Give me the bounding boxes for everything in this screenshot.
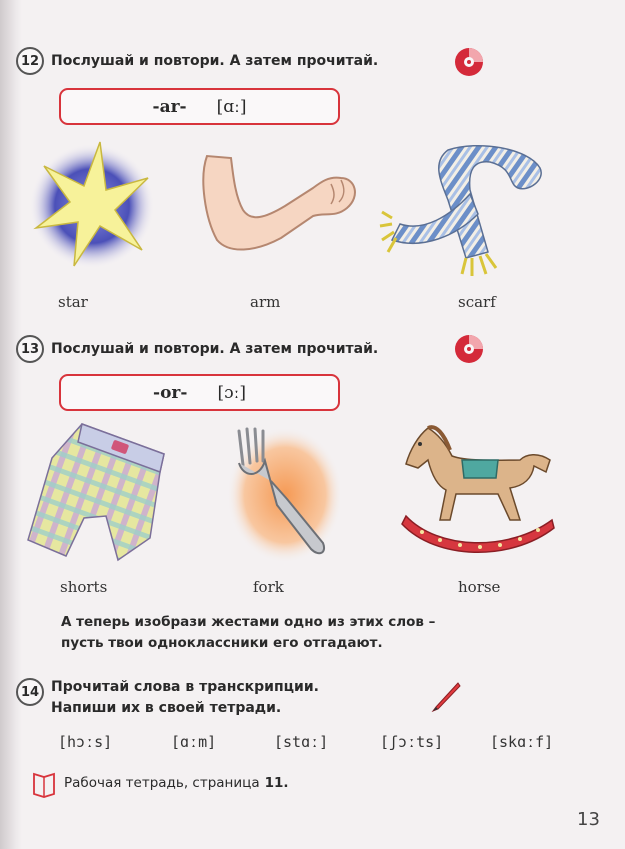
workbook-page: 11. — [264, 775, 289, 791]
sound-transcription: [ɑː] — [216, 96, 247, 117]
word-label: fork — [253, 578, 284, 596]
pencil-icon — [428, 680, 462, 714]
rocking-horse-picture — [398, 420, 558, 565]
workbook-icon — [32, 768, 56, 798]
word-label: horse — [458, 578, 501, 596]
exercise-14-header — [16, 678, 319, 719]
exercise-title — [51, 677, 319, 719]
gesture-instruction — [61, 612, 435, 654]
sound-box-or — [59, 374, 340, 411]
word-label: shorts — [60, 578, 108, 596]
word-label: star — [58, 293, 88, 311]
star-picture — [30, 140, 155, 270]
sound-box-ar — [59, 88, 340, 125]
word-label: arm — [250, 293, 281, 311]
letter-pattern: -or- — [153, 382, 188, 403]
letter-pattern: -ar- — [152, 96, 187, 117]
sound-transcription: [ɔː] — [217, 382, 246, 403]
fork-picture — [215, 425, 340, 570]
exercise-number: 14 — [16, 678, 44, 706]
workbook-text: Рабочая тетрадь, страница — [64, 775, 260, 791]
page-number: 13 — [577, 809, 600, 830]
cd-icon[interactable] — [453, 46, 485, 78]
transcription-word: [hɔːs] — [58, 733, 113, 751]
transcription-word: [ɑːm] — [171, 733, 217, 751]
cd-icon[interactable] — [453, 333, 485, 365]
exercise-number: 13 — [16, 335, 44, 363]
shorts-picture — [22, 420, 172, 570]
transcription-word: [stɑː] — [274, 733, 329, 751]
exercise-13-header — [16, 335, 378, 363]
scarf-picture — [378, 140, 548, 285]
transcription-word: [ʃɔːts] — [380, 733, 444, 751]
exercise-title: Послушай и повтори. А затем прочитай. — [51, 341, 379, 357]
exercise-12-header — [16, 47, 378, 75]
instruction-line: А теперь изобрази жестами одно из этих слов – — [61, 614, 436, 630]
exercise-title: Послушай и повтори. А затем прочитай. — [51, 53, 379, 69]
arm-picture — [195, 148, 360, 258]
instruction-line: пусть твои одноклассники его отгадают. — [61, 635, 383, 651]
title-line: Прочитай слова в транскрипции. — [51, 679, 319, 695]
workbook-reference — [32, 768, 289, 798]
title-line: Напиши их в своей тетради. — [51, 700, 282, 716]
word-label: scarf — [458, 293, 496, 311]
page-edge — [0, 0, 22, 849]
exercise-number: 12 — [16, 47, 44, 75]
transcription-word: [skɑːf] — [490, 733, 554, 751]
